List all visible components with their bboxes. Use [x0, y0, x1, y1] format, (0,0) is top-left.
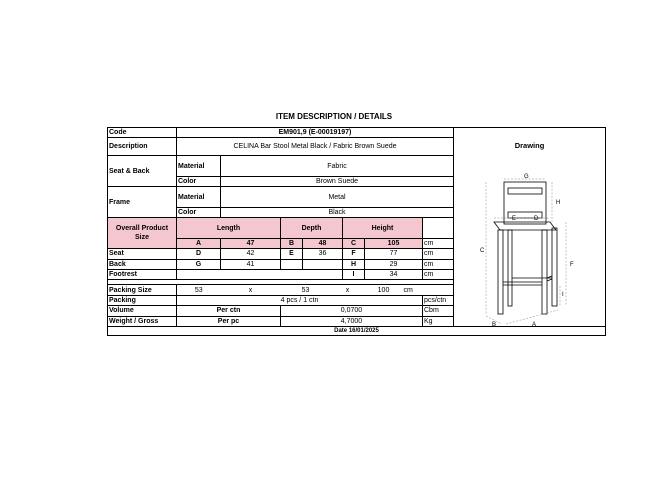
- seat-back-material-label: Material: [177, 156, 221, 177]
- volume-per: Per ctn: [177, 306, 281, 316]
- seat-label: Seat: [108, 249, 177, 259]
- volume-value: 0,0700: [281, 306, 423, 316]
- frame-material-value: Metal: [221, 187, 454, 208]
- dim-value-e: 36: [303, 249, 343, 259]
- page-title: ITEM DESCRIPTION / DETAILS: [275, 112, 393, 121]
- footrest-label: Footrest: [108, 270, 177, 280]
- seat-back-color-value: Brown Suede: [221, 176, 454, 186]
- dim-value-f: 77: [365, 249, 423, 259]
- depth-header: Depth: [281, 218, 343, 239]
- code-row: [108, 128, 606, 138]
- drawing-label-c: C: [479, 248, 484, 254]
- code-label: Code: [108, 128, 177, 138]
- drawing-label-i: I: [561, 292, 564, 298]
- drawing-title: Drawing: [514, 141, 545, 150]
- overall-size-label: Overall Product Size: [108, 218, 177, 249]
- frame-label: Frame: [108, 187, 177, 218]
- code-value: EM901,9 (E-00019197): [177, 128, 454, 138]
- dim-value-h: 29: [365, 259, 423, 269]
- dim-unit-back: cm: [423, 259, 454, 269]
- seat-back-color-label: Color: [177, 176, 221, 186]
- packing-size-width: 53: [281, 285, 331, 295]
- dim-code-g: G: [177, 259, 221, 269]
- weight-unit: Kg: [423, 316, 454, 326]
- packing-size-x1: x: [221, 285, 281, 295]
- dim-code-c: C: [343, 238, 365, 248]
- dim-code-a: A: [177, 238, 221, 248]
- drawing-label-g: G: [523, 174, 529, 180]
- dim-value-d: 42: [221, 249, 281, 259]
- weight-value: 4,7000: [281, 316, 423, 326]
- packing-size-x2: x: [331, 285, 365, 295]
- packing-value: 4 pcs / 1 ctn: [177, 295, 423, 305]
- dim-code-b: B: [281, 238, 303, 248]
- item-details-table: [107, 127, 606, 336]
- description-value: CELINA Bar Stool Metal Black / Fabric Brown Suede: [177, 138, 454, 156]
- height-header: Height: [343, 218, 423, 239]
- frame-color-value: Black: [221, 207, 454, 217]
- dim-value-b: 48: [303, 238, 343, 248]
- dim-unit-seat: cm: [423, 249, 454, 259]
- dim-value-a: 47: [221, 238, 281, 248]
- bar-stool-drawing: [474, 174, 586, 328]
- description-label: Description: [108, 138, 177, 156]
- packing-size-length: 53: [177, 285, 221, 295]
- drawing-cell: [454, 128, 606, 327]
- packing-size-unit: cm: [403, 285, 454, 295]
- seat-back-material-value: Fabric: [221, 156, 454, 177]
- dim-code-empty: [281, 259, 303, 269]
- dim-value-g: 41: [221, 259, 281, 269]
- packing-label: Packing: [108, 295, 177, 305]
- dim-value-empty: [303, 259, 343, 269]
- dim-value-i: 34: [365, 270, 423, 280]
- footrest-blank: [177, 270, 343, 280]
- back-label: Back: [108, 259, 177, 269]
- dim-unit-overall: cm: [423, 238, 454, 248]
- dim-code-d: D: [177, 249, 221, 259]
- dims-header-unit: [423, 218, 454, 239]
- dim-code-f: F: [343, 249, 365, 259]
- drawing-label-b: B: [491, 322, 496, 328]
- volume-label: Volume: [108, 306, 177, 316]
- date-text: Date 16/01/2025: [108, 327, 606, 336]
- volume-unit: Cbm: [423, 306, 454, 316]
- packing-unit: pcs/ctn: [423, 295, 454, 305]
- drawing-label-d: D: [533, 216, 538, 222]
- dim-code-i: I: [343, 270, 365, 280]
- length-header: Length: [177, 218, 281, 239]
- dim-unit-footrest: cm: [423, 270, 454, 280]
- dim-value-c: 105: [365, 238, 423, 248]
- dim-code-e: E: [281, 249, 303, 259]
- drawing-label-h: H: [555, 200, 560, 206]
- weight-per: Per pc: [177, 316, 281, 326]
- packing-size-label: Packing Size: [108, 285, 177, 295]
- seat-back-label: Seat & Back: [108, 156, 177, 187]
- frame-material-label: Material: [177, 187, 221, 208]
- weight-label: Weight / Gross: [108, 316, 177, 326]
- frame-color-label: Color: [177, 207, 221, 217]
- drawing-label-f: F: [569, 262, 574, 268]
- dim-code-h: H: [343, 259, 365, 269]
- drawing-label-e: E: [511, 216, 516, 222]
- packing-size-height: 100: [365, 285, 403, 295]
- drawing-label-a: A: [531, 322, 536, 328]
